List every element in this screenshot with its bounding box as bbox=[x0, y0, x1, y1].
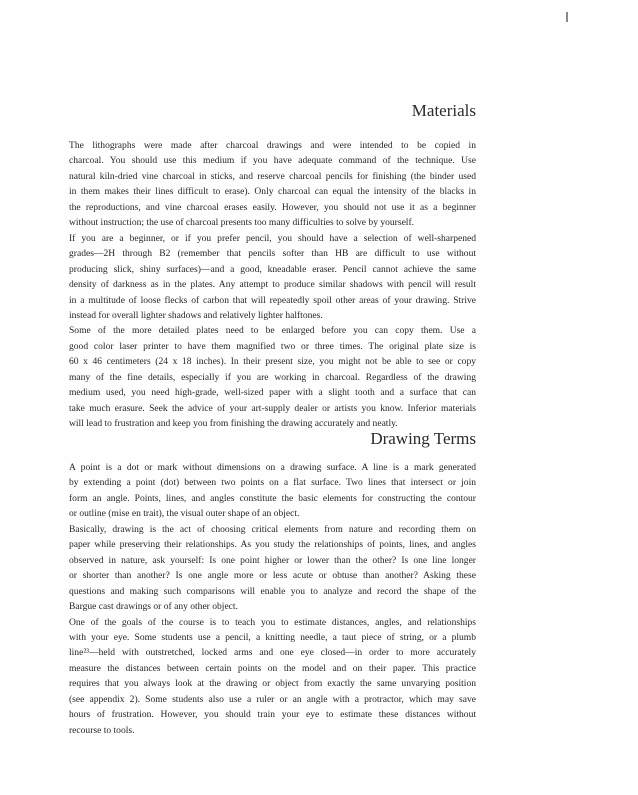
text-line: Bargue cast drawings or of any other object. bbox=[69, 601, 238, 613]
text-line: line²³—held with outstretched, locked arms and one eye closed—in order to more accurately bbox=[69, 647, 476, 659]
body-paragraph bbox=[54, 138, 476, 231]
text-line: If you are a beginner, or if you prefer pencil, you should have a selection of well-sharpened bbox=[69, 232, 476, 244]
text-line: (see appendix 2). Some students also use a ruler or an angle with a protractor, which may save bbox=[69, 693, 476, 705]
text-line: will lead to frustration and keep you from finishing the drawing accurately and neatly. bbox=[69, 418, 398, 430]
text-line: One of the goals of the course is to teach you to estimate distances, angles, and relationships bbox=[69, 616, 476, 628]
text-line: with your eye. Some students use a pencil, a knitting needle, a taut piece of string, or a plumb bbox=[69, 631, 476, 643]
text-line: medium used, you need high-grade, well-sized paper with a slight tooth and a surface that can bbox=[69, 387, 476, 399]
body-paragraph bbox=[54, 615, 476, 739]
text-line: hours of frustration. However, you should train your eye to estimate these distances without bbox=[69, 709, 476, 721]
text-line: charcoal. You should use this medium if you have adequate command of the technique. Use bbox=[69, 155, 476, 167]
text-line: Basically, drawing is the act of choosing critical elements from nature and recording them on bbox=[69, 523, 476, 535]
text-line: the reproductions, and vine charcoal erases easily. However, you should not use it as a beginner bbox=[69, 201, 476, 213]
body-paragraph bbox=[54, 460, 476, 522]
text-line: grades—2H through B2 (remember that pencils softer than HB are difficult to use without bbox=[69, 248, 476, 260]
materials-heading: Materials bbox=[411, 101, 476, 120]
text-line: or outline (mise en trait), the visual outer shape of an object. bbox=[69, 508, 300, 520]
text-line: natural kiln-dried vine charcoal in sticks, and reserve charcoal pencils for finishing (the binder used bbox=[69, 170, 476, 182]
text-line: in them makes their lines difficult to erase). Only charcoal can equal the intensity of the blacks in bbox=[69, 186, 476, 198]
text-line: recourse to tools. bbox=[69, 724, 135, 736]
text-line: measure the distances between certain points on the model and on their paper. This practice bbox=[69, 662, 476, 674]
body-paragraph bbox=[54, 522, 476, 615]
text-line: paper while preserving their relationships. As you study the relationships of points, lines, and angles bbox=[69, 539, 476, 551]
text-line: without instruction; the use of charcoal presents too many difficulties to solve by yourself. bbox=[69, 217, 415, 229]
text-line: by extending a point (dot) between two points on a flat surface. Two lines that intersect or join bbox=[69, 477, 476, 489]
drawing-terms-heading: Drawing Terms bbox=[370, 429, 476, 448]
text-line: A point is a dot or mark without dimensions on a drawing surface. A line is a mark generated bbox=[69, 462, 476, 473]
text-line: 60 x 46 centimeters (24 x 18 inches). In their present size, you might not be able to see or copy bbox=[69, 356, 476, 368]
body-paragraph bbox=[54, 323, 476, 431]
body-paragraph bbox=[54, 231, 476, 324]
text-line: Some of the more detailed plates need to be enlarged before you can copy them. Use a bbox=[69, 325, 476, 337]
text-line: instead for overall lighter shadows and relatively lighter halftones. bbox=[69, 309, 323, 321]
text-line: density of darkness as in the plates. Any attempt to produce similar shadows with pencil will result bbox=[69, 279, 476, 291]
page-edge-mark bbox=[566, 12, 568, 22]
text-line: in a multitude of loose flecks of carbon that will repeatedly spoil other areas of your drawing. Strive bbox=[69, 294, 476, 306]
text-line: form an angle. Points, lines, and angles constitute the basic elements for constructing the contour bbox=[69, 492, 476, 504]
text-line: observed in nature, ask yourself: Is one point higher or lower than the other? Is one line longer bbox=[69, 554, 476, 566]
text-line: take much erasure. Seek the advice of your art-supply dealer or artists you know. Inferior materials bbox=[69, 402, 476, 414]
materials-section bbox=[54, 138, 476, 432]
text-line: requires that you always look at the drawing or object from exactly the same unvarying position bbox=[69, 678, 476, 690]
text-line: many of the fine details, especially if you are working in charcoal. Regardless of the drawing bbox=[69, 371, 476, 383]
drawing-terms-section bbox=[54, 460, 476, 738]
text-line: questions and making such comparisons will enable you to analyze and record the shape of the bbox=[69, 585, 476, 597]
text-line: The lithographs were made after charcoal drawings and were intended to be copied in bbox=[69, 140, 476, 151]
text-line: or shorter than another? Is one angle more or less acute or obtuse than another? Asking these bbox=[69, 570, 476, 582]
text-line: good color laser printer to have them magnified two or three times. The original plate size is bbox=[69, 340, 476, 352]
text-line: producing slick, shiny surfaces)—and a good, kneadable eraser. Pencil cannot achieve the same bbox=[69, 263, 476, 275]
